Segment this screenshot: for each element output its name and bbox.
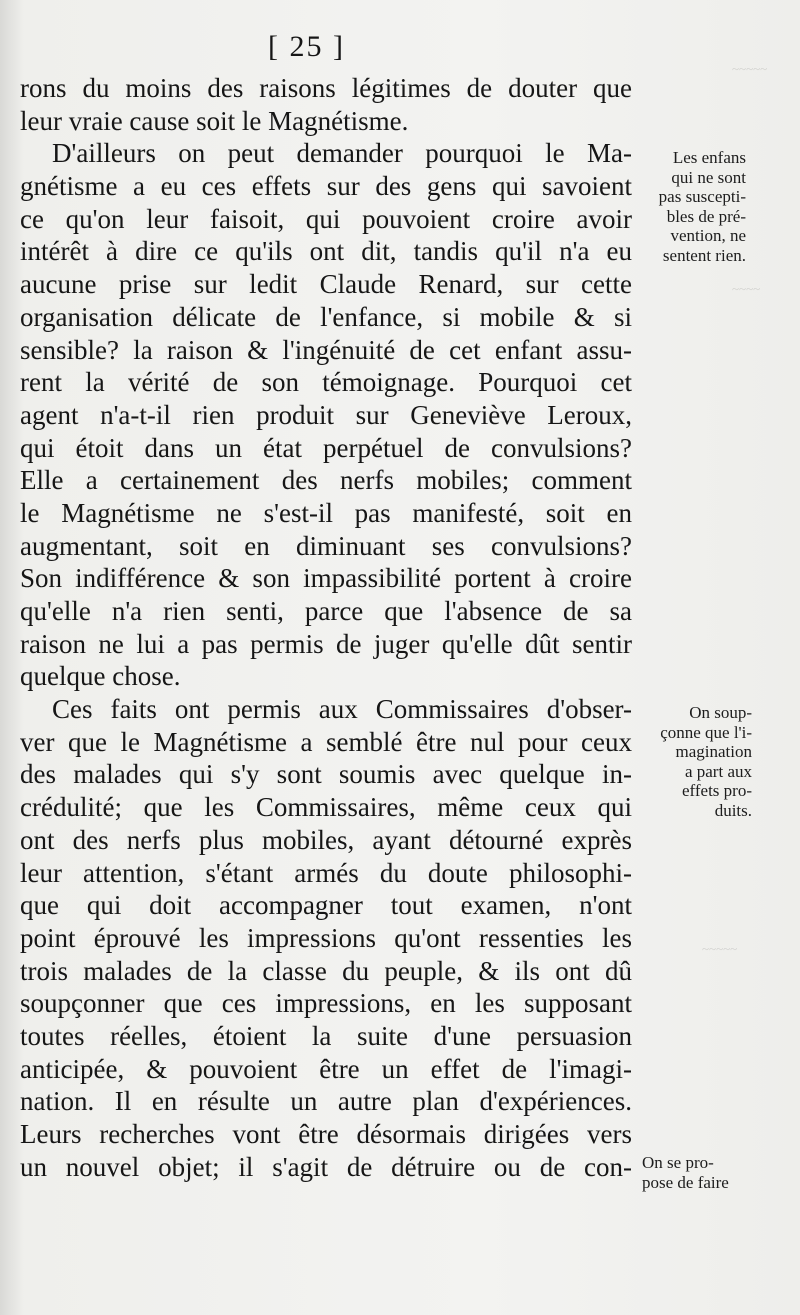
text-line: rent la vérité de son témoignage. Pourquoi cet (20, 367, 632, 398)
text-line: aucune prise sur ledit Claude Renard, sur cette (20, 269, 632, 300)
marginal-note-line: On soup- (689, 703, 752, 722)
text-line: ver que le Magnétisme a semblé être nul pour ceux (20, 726, 632, 757)
text-line: ont des nerfs plus mobiles, ayant détourné exprès (20, 824, 632, 855)
marginal-note-line: duits. (714, 800, 752, 820)
text-line: ce qu'on leur faisoit, qui pouvoient croire avoir (20, 203, 632, 234)
page-number: [ 25 ] (268, 30, 345, 63)
text-line: Son indifférence & son impassibilité portent à croire (20, 563, 632, 594)
text-line: des malades qui s'y sont soumis avec quelque in- (20, 759, 632, 790)
text-line: Ces faits ont permis aux Commissaires d'obser- (52, 694, 632, 725)
text-line: crédulité; que les Commissaires, même ceux qui (20, 792, 632, 823)
marginal-note-line: sentent rien. (662, 245, 746, 265)
marginal-note-line: qui ne sont (671, 167, 746, 187)
text-line: rons du moins des raisons légitimes de douter que (20, 73, 632, 103)
text-line: leur vraie cause soit le Magnétisme. (20, 105, 409, 136)
text-line: un nouvel objet; il s'agit de détruire ou de con- (20, 1151, 632, 1182)
text-line: trois malades de la classe du peuple, & ils ont dû (20, 955, 632, 986)
marginal-note-line: bles de pré- (666, 206, 746, 226)
text-line: point éprouvé les impressions qu'ont ressenties les (20, 922, 632, 953)
marginal-note-line: vention, ne (670, 226, 746, 245)
text-line: nation. Il en résulte un autre plan d'expériences. (20, 1086, 632, 1117)
text-line: raison ne lui a pas permis de juger qu'elle dût sentir (20, 628, 632, 659)
marginal-note-line: effets pro- (681, 781, 752, 800)
text-line: intérêt à dire ce qu'ils ont dit, tandis qu'il n'a eu (20, 236, 632, 267)
text-line: organisation délicate de l'enfance, si mobile & si (20, 301, 632, 332)
text-line: Elle a certainement des nerfs mobiles; comment (20, 465, 632, 496)
text-line: gnétisme a eu ces effets sur des gens qui savoient (20, 171, 632, 202)
marginal-note-line: çonne que l'i- (660, 722, 752, 742)
text-line: soupçonner que ces impressions, en les supposant (20, 988, 632, 1019)
marginal-note-line: On se pro- (642, 1153, 714, 1172)
marginal-note-line: magination (675, 742, 752, 761)
marginal-note-line: Les enfans (672, 148, 746, 167)
marginal-note-line: pose de faire (642, 1172, 729, 1192)
marginal-note-line: a part aux (684, 761, 752, 781)
text-line: augmentant, soit en diminuant ses convulsions? (20, 530, 632, 561)
marginal-note-propose (642, 1153, 750, 1192)
marginal-note-imagination (640, 703, 752, 820)
text-line: qu'elle n'a rien senti, parce que l'absence de sa (20, 596, 632, 626)
text-line: D'ailleurs on peut demander pourquoi le Ma- (52, 138, 632, 169)
marginal-note-enfans (638, 148, 746, 265)
text-line: leur attention, s'étant armés du doute philosophi- (20, 857, 632, 888)
text-line: le Magnétisme ne s'est-il pas manifesté, soit en (20, 497, 632, 528)
text-line: que qui doit accompagner tout examen, n'ont (20, 890, 632, 921)
text-line: anticipée, & pouvoient être un effet de l'imagi- (20, 1053, 632, 1084)
text-line: toutes réelles, étoient la suite d'une persuasion (20, 1020, 632, 1051)
text-line: quelque chose. (20, 661, 181, 692)
text-line: qui étoit dans un état perpétuel de convulsions? (20, 432, 632, 463)
text-line: agent n'a-t-il rien produit sur Geneviève Leroux, (20, 399, 632, 430)
marginal-note-line: pas suscepti- (658, 187, 746, 206)
text-line: sensible? la raison & l'ingénuité de cet enfant assu- (20, 334, 632, 365)
body-text (20, 72, 632, 1183)
show-through-bleed: ~~~~~ ~~~~ ~~~~~ (702, 61, 768, 956)
text-line: Leurs recherches vont être désormais dirigées vers (20, 1119, 632, 1149)
